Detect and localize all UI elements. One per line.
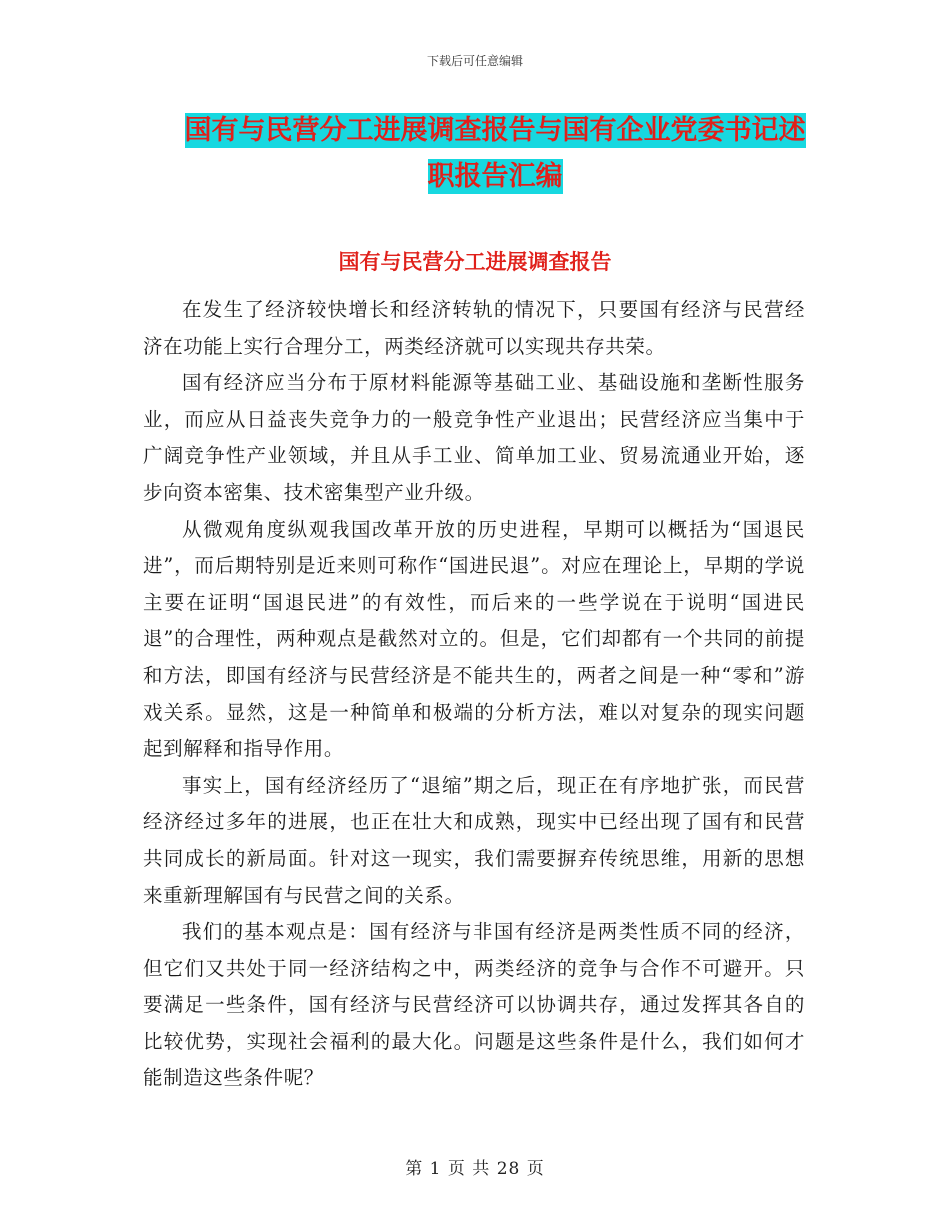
paragraph: 我们的基本观点是：国有经济与非国有经济是两类性质不同的经济，但它们又共处于同一经济结构之中，两类经济的竞争与合作不可避开。只要满足一些条件，国有经济与民营经济可以协调共存，通过发挥其各自的比较优势，实现社会福利的最大化。问题是这些条件是什么，我们如何才能制造这些条件呢？ <box>143 920 805 1090</box>
document-title <box>180 108 810 200</box>
body-text <box>143 292 805 1097</box>
paragraph: 在发生了经济较快增长和经济转轨的情况下，只要国有经济与民营经济在功能上实行合理分工，两类经济就可以实现共存共荣。 <box>143 298 805 358</box>
header-note: 下载后可任意编辑 <box>426 54 523 68</box>
page-number: 第 1 页 共 28 页 <box>405 1159 545 1179</box>
paragraph: 从微观角度纵观我国改革开放的历史进程，早期可以概括为“国退民进”，而后期特别是近来则可称作“国进民退”。对应在理论上，早期的学说主要在证明“国退民进”的有效性，而后来的一些学说在于说明“国进民退”的合理性，两种观点是截然对立的。但是，它们却都有一个共同的前提和方法，即国有经济与民营经济是不能共生的，两者之间是一种“零和”游戏关系。显然，这是一种简单和极端的分析方法，难以对复杂的现实问题起到解释和指导作用。 <box>143 517 805 761</box>
section-title: 国有与民营分工进展调查报告 <box>338 249 612 274</box>
paragraph: 事实上，国有经济经历了“退缩”期之后，现正在有序地扩张，而民营经济经过多年的进展，也正在壮大和成熟，现实中已经出现了国有和民营共同成长的新局面。针对这一现实，我们需要摒弃传统思维，用新的思想来重新理解国有与民营之间的关系。 <box>143 773 805 907</box>
paragraph: 国有经济应当分布于原材料能源等基础工业、基础设施和垄断性服务业，而应从日益丧失竞争力的一般竞争性产业退出；民营经济应当集中于广阔竞争性产业领域，并且从手工业、简单加工业、贸易流通业开始，逐步向资本密集、技术密集型产业升级。 <box>143 371 805 504</box>
document-title-text: 国有与民营分工进展调查报告与国有企业党委书记述职报告汇编 <box>184 115 806 192</box>
